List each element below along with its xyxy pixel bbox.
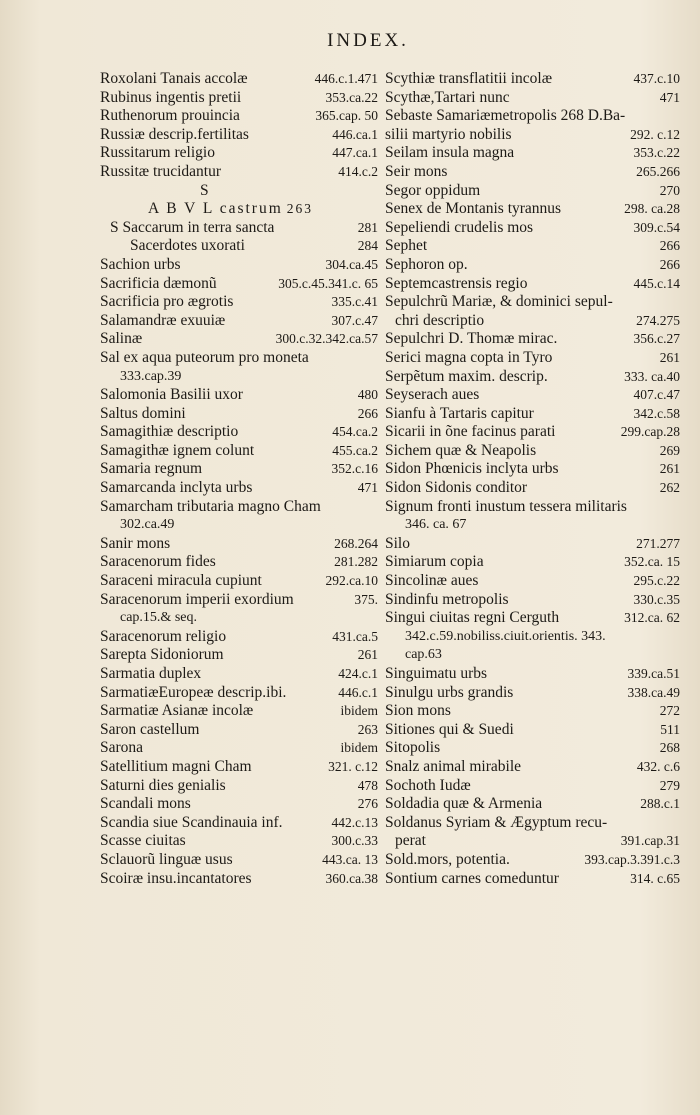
entry-reference: 312.ca. 62 <box>624 610 680 626</box>
index-entry <box>100 275 378 294</box>
entry-reference: 298. ca.28 <box>624 201 680 217</box>
index-entry <box>100 405 378 424</box>
entry-reference: 353.c.22 <box>633 145 680 161</box>
entry-term: Sephoron op. <box>385 255 468 273</box>
index-entry <box>385 89 680 108</box>
entry-reference: 281.282 <box>334 554 378 570</box>
index-entry <box>385 368 680 387</box>
entry-reference: 339.ca.51 <box>627 666 680 681</box>
entry-reference: 471 <box>659 89 680 105</box>
index-entry <box>385 535 680 554</box>
entry-reference: 263 <box>357 721 378 737</box>
entry-term: Sephet <box>385 237 428 255</box>
entry-term: Singuimatu urbs <box>385 665 488 682</box>
index-entry <box>100 293 378 312</box>
index-entry <box>100 684 378 703</box>
entry-term: Samagithiæ descriptio <box>100 423 239 441</box>
index-entry <box>385 758 680 777</box>
entry-reference: 314. c.65 <box>630 870 680 886</box>
entry-term: chri descriptio <box>395 311 485 329</box>
index-entry <box>100 330 378 349</box>
index-entry <box>100 182 378 201</box>
entry-reference: 292.ca.10 <box>325 573 378 589</box>
entry-term: Silo <box>385 534 410 552</box>
index-entry <box>385 795 680 814</box>
entry-reference: 365.cap. 50 <box>315 108 378 124</box>
index-entry <box>385 182 680 201</box>
entry-term: Sacrificia dæmonũ <box>100 274 217 292</box>
entry-reference: 292. c.12 <box>630 126 680 142</box>
entry-reference: 335.c.41 <box>331 294 378 310</box>
index-entry <box>385 126 680 145</box>
entry-reference: 276 <box>357 796 378 812</box>
entry-term: Simiarum copia <box>385 553 484 571</box>
entry-term: Roxolani Tanais accolæ <box>100 70 248 87</box>
entry-reference: 265.266 <box>636 163 680 179</box>
index-entry <box>385 163 680 182</box>
entry-term: Soldanus Syriam & Ægyptum recu- <box>385 813 608 831</box>
entry-term: Russitarum religio <box>100 144 215 162</box>
entry-term: Sochoth Iudæ <box>385 776 471 794</box>
index-entry <box>385 386 680 405</box>
entry-reference: 266 <box>659 256 680 272</box>
entry-term: Sitopolis <box>385 739 441 757</box>
entry-reference: 271.277 <box>636 535 680 551</box>
index-entry <box>385 405 680 424</box>
entry-term: Sal ex aqua puteorum pro moneta <box>100 348 309 366</box>
entry-reference: 272 <box>659 703 680 719</box>
entry-reference: 330.c.35 <box>633 591 680 607</box>
right-column <box>385 70 680 888</box>
entry-reference: 300.c.33 <box>331 833 378 849</box>
entry-term: Rubinus ingentis pretii <box>100 88 242 106</box>
index-entry <box>100 535 378 554</box>
left-column <box>100 70 378 888</box>
index-entry <box>385 814 680 833</box>
entry-reference: 288.c.1 <box>640 796 680 812</box>
index-entry <box>385 832 680 851</box>
index-entry <box>100 312 378 331</box>
entry-term: Russitæ trucidantur <box>100 162 221 180</box>
entry-term: perat <box>395 832 426 850</box>
entry-term: Sepulchrũ Mariæ, & dominici sepul- <box>385 293 613 311</box>
entry-term: Sacrificia pro ægrotis <box>100 293 234 311</box>
entry-reference: 274.275 <box>636 312 680 328</box>
index-entry <box>100 870 378 889</box>
index-entry <box>100 460 378 479</box>
entry-reference: 342.c.58 <box>633 405 680 421</box>
entry-term: Saracenorum imperii exordium <box>100 590 294 608</box>
entry-term: Sontium carnes comeduntur <box>385 869 559 887</box>
index-entry <box>385 200 680 219</box>
index-entry <box>100 256 378 275</box>
entry-term: Sepulchri D. Thomæ mirac. <box>385 330 558 348</box>
index-entry <box>100 237 378 256</box>
entry-reference: 511 <box>660 721 680 737</box>
entry-term: Scoiræ insu.incantatores <box>100 869 252 887</box>
index-entry <box>100 70 378 89</box>
entry-term: Sarepta Sidoniorum <box>100 646 224 664</box>
entry-reference: 307.c.47 <box>331 312 378 328</box>
index-entry <box>385 591 680 610</box>
index-entry <box>385 479 680 498</box>
index-entry <box>100 386 378 405</box>
entry-reference: 266 <box>357 405 378 421</box>
index-entry <box>100 107 378 126</box>
entry-reference: 424.c.1 <box>338 666 378 681</box>
index-entry <box>100 442 378 461</box>
entry-term: Scandia siue Scandinauia inf. <box>100 813 283 831</box>
index-entry <box>100 739 378 758</box>
entry-reference: 353.ca.22 <box>325 89 378 105</box>
entry-reference: 321. c.12 <box>328 758 378 774</box>
index-entry <box>385 665 680 684</box>
entry-reference: 447.ca.1 <box>332 145 378 161</box>
entry-term: Salamandræ exuuiæ <box>100 311 226 329</box>
entry-reference: 269 <box>659 442 680 458</box>
entry-term: Seilam insula magna <box>385 144 515 162</box>
entry-term: Serpẽtum maxim. descrip. <box>385 367 548 385</box>
entry-term: Salomonia Basilii uxor <box>100 386 243 404</box>
index-entry <box>100 758 378 777</box>
entry-term: Seyserach aues <box>385 386 480 404</box>
entry-term: Soldadia quæ & Armenia <box>385 795 543 813</box>
entry-reference: 309.c.54 <box>633 219 680 235</box>
entry-reference: 299.cap.28 <box>620 424 680 440</box>
index-entry <box>385 460 680 479</box>
entry-term: Russiæ descrip.fertilitas <box>100 125 249 143</box>
entry-reference: 270 <box>659 182 680 198</box>
index-entry-continuation: 302.ca.49 <box>120 517 175 533</box>
entry-reference: 455.ca.2 <box>332 442 378 458</box>
entry-reference: 437.c.10 <box>633 71 680 86</box>
entry-term: Sarona <box>100 739 144 757</box>
entry-reference: 443.ca. 13 <box>322 851 378 867</box>
entry-reference: 262 <box>659 480 680 496</box>
entry-term: Sarmatiæ Asianæ incolæ <box>100 702 254 720</box>
entry-term: Satellitium magni Cham <box>100 757 252 775</box>
index-entry <box>100 795 378 814</box>
index-entry <box>385 330 680 349</box>
entry-reference: 391.cap.31 <box>620 833 680 849</box>
entry-reference: 393.cap.3.391.c.3 <box>584 851 680 867</box>
index-entry <box>100 721 378 740</box>
entry-term: Scandali mons <box>100 795 191 813</box>
index-entry <box>385 721 680 740</box>
index-entry <box>385 275 680 294</box>
entry-term: Saracenorum religio <box>100 627 227 645</box>
index-entry <box>385 312 680 331</box>
entry-term: Sepeliendi crudelis mos <box>385 218 534 236</box>
entry-reference: 432. c.6 <box>636 758 680 774</box>
entry-reference: ibidem <box>340 740 378 756</box>
entry-term: Sold.mors, potentia. <box>385 850 510 868</box>
entry-term: Sachion urbs <box>100 255 181 273</box>
entry-term: Sebaste Samariæmetropolis 268 D.Ba- <box>385 107 626 125</box>
entry-term: Saracenorum fides <box>100 553 216 571</box>
index-entry-continuation: cap.63 <box>405 647 442 663</box>
entry-reference: 300.c.32.342.ca.57 <box>275 331 378 347</box>
index-entry <box>385 739 680 758</box>
entry-term: Sanir mons <box>100 534 171 552</box>
entry-term: Scasse ciuitas <box>100 832 186 850</box>
index-entry <box>385 870 680 889</box>
entry-reference: 446.c.1 <box>338 684 378 700</box>
index-entry <box>100 851 378 870</box>
entry-term: Sianfu à Tartaris capitur <box>385 404 534 422</box>
page-title: INDEX. <box>327 30 409 51</box>
index-entry <box>385 702 680 721</box>
entry-reference: 266 <box>659 238 680 254</box>
index-entry <box>100 702 378 721</box>
entry-term: Scythiæ transflatitii incolæ <box>385 70 553 87</box>
entry-reference: 445.c.14 <box>633 275 680 291</box>
index-entry <box>385 442 680 461</box>
entry-reference: 356.c.27 <box>633 331 680 347</box>
entry-reference: 471 <box>357 480 378 496</box>
entry-reference: 480 <box>357 387 378 403</box>
index-entry <box>385 256 680 275</box>
index-entry <box>385 498 680 517</box>
index-entry <box>385 237 680 256</box>
entry-reference: 279 <box>659 777 680 793</box>
index-entry <box>385 572 680 591</box>
entry-reference: 281 <box>357 219 378 235</box>
entry-term: Saltus domini <box>100 404 186 422</box>
entry-reference: 261 <box>659 349 680 365</box>
entry-term: Septemcastrensis regio <box>385 274 528 292</box>
entry-term: Scythæ,Tartari nunc <box>385 88 510 106</box>
entry-term: Segor oppidum <box>385 181 481 199</box>
entry-reference: 305.c.45.341.c. 65 <box>278 275 378 291</box>
entry-reference: 478 <box>357 777 378 793</box>
index-entry <box>385 553 680 572</box>
entry-term: Signum fronti inustum tessera militaris <box>385 497 627 515</box>
entry-term: Samarcanda inclyta urbs <box>100 479 253 497</box>
index-entry-continuation: 333.cap.39 <box>120 368 182 384</box>
index-entry <box>385 349 680 368</box>
entry-term: Sarmatia duplex <box>100 665 202 682</box>
entry-reference: 268 <box>659 740 680 756</box>
entry-term: Sitiones qui & Suedi <box>385 720 514 738</box>
index-entry-continuation: cap.15.& seq. <box>120 610 197 626</box>
index-entry <box>100 628 378 647</box>
index-entry <box>100 163 378 182</box>
entry-term: Saturni dies genialis <box>100 776 226 794</box>
entry-reference: 407.c.47 <box>633 387 680 403</box>
entry-reference: 375. <box>354 591 378 607</box>
index-entry <box>100 479 378 498</box>
entry-term: Sicarii in õne facinus parati <box>385 423 556 441</box>
entry-term: Singui ciuitas regni Cerguth <box>385 609 560 627</box>
entry-term: Sclauorũ linguæ usus <box>100 850 233 868</box>
entry-term: Sincolinæ aues <box>385 572 479 590</box>
entry-reference: 263 <box>286 201 314 217</box>
index-entry <box>385 107 680 126</box>
index-entry <box>385 684 680 703</box>
entry-term: Seir mons <box>385 162 448 180</box>
entry-term: Sichem quæ & Neapolis <box>385 441 537 459</box>
entry-reference: 352.ca. 15 <box>624 554 680 570</box>
entry-term: Sindinfu metropolis <box>385 590 509 608</box>
entry-reference: 446.ca.1 <box>332 126 378 142</box>
index-entry <box>385 851 680 870</box>
entry-reference: ibidem <box>340 703 378 719</box>
entry-reference: 268.264 <box>334 535 378 551</box>
entry-reference: 360.ca.38 <box>325 870 378 886</box>
index-entry <box>385 219 680 238</box>
entry-reference: 295.c.22 <box>633 573 680 589</box>
entry-reference: 431.ca.5 <box>332 628 378 644</box>
entry-term: Sinulgu urbs grandis <box>385 683 514 701</box>
entry-term: S Saccarum in terra sancta <box>110 218 275 236</box>
entry-term: Sidon Phœnicis inclyta urbs <box>385 460 559 478</box>
entry-reference: 442.c.13 <box>331 814 378 830</box>
entry-reference: 446.c.1.471 <box>314 71 378 86</box>
entry-term: S <box>200 181 209 199</box>
index-entry <box>100 777 378 796</box>
entry-reference: 338.ca.49 <box>627 684 680 700</box>
entry-term: Snalz animal mirabile <box>385 757 522 775</box>
entry-term: A B V L castrum <box>148 200 283 218</box>
entry-reference: 304.ca.45 <box>325 256 378 272</box>
entry-term: Samagithæ ignem colunt <box>100 441 255 459</box>
index-entry <box>100 646 378 665</box>
entry-term: Salinæ <box>100 330 143 348</box>
entry-term: Samaria regnum <box>100 460 203 478</box>
index-entry <box>100 591 378 610</box>
index-entry <box>100 219 378 238</box>
index-entry <box>385 70 680 89</box>
entry-term: Sidon Sidonis conditor <box>385 479 528 497</box>
index-entry <box>385 777 680 796</box>
entry-reference: 284 <box>357 238 378 254</box>
index-entry <box>100 423 378 442</box>
entry-term: Saraceni miracula cupiunt <box>100 572 262 590</box>
index-entry <box>100 665 378 684</box>
index-entry <box>100 814 378 833</box>
index-entry <box>100 553 378 572</box>
entry-term: SarmatiæEuropeæ descrip.ibi. <box>100 683 287 701</box>
entry-term: silii martyrio nobilis <box>385 125 512 143</box>
index-entry <box>100 498 378 517</box>
index-entry <box>100 144 378 163</box>
index-entry <box>100 572 378 591</box>
entry-term: Ruthenorum prouincia <box>100 107 240 125</box>
entry-reference: 414.c.2 <box>338 163 378 179</box>
entry-reference: 261 <box>357 647 378 663</box>
entry-term: Serici magna copta in Tyro <box>385 348 553 366</box>
index-entry <box>100 832 378 851</box>
entry-term: Senex de Montanis tyrannus <box>385 200 562 218</box>
index-entry-continuation: 342.c.59.nobiliss.ciuit.orientis. 343. <box>405 628 606 644</box>
entry-term: Saron castellum <box>100 720 200 738</box>
index-entry <box>385 144 680 163</box>
entry-reference: 454.ca.2 <box>332 424 378 440</box>
index-entry <box>385 293 680 312</box>
index-entry <box>385 423 680 442</box>
entry-term: Samarcham tributaria magno Cham <box>100 497 321 515</box>
index-entry <box>100 89 378 108</box>
index-entry <box>100 126 378 145</box>
entry-reference: 333. ca.40 <box>624 368 680 384</box>
entry-term: Sion mons <box>385 702 451 720</box>
entry-reference: 352.c.16 <box>331 461 378 477</box>
index-entry <box>385 609 680 628</box>
index-entry <box>100 349 378 368</box>
entry-term: Sacerdotes uxorati <box>130 237 245 255</box>
entry-reference: 261 <box>659 461 680 477</box>
index-entry-continuation: 346. ca. 67 <box>405 517 467 533</box>
index-entry <box>100 200 378 219</box>
